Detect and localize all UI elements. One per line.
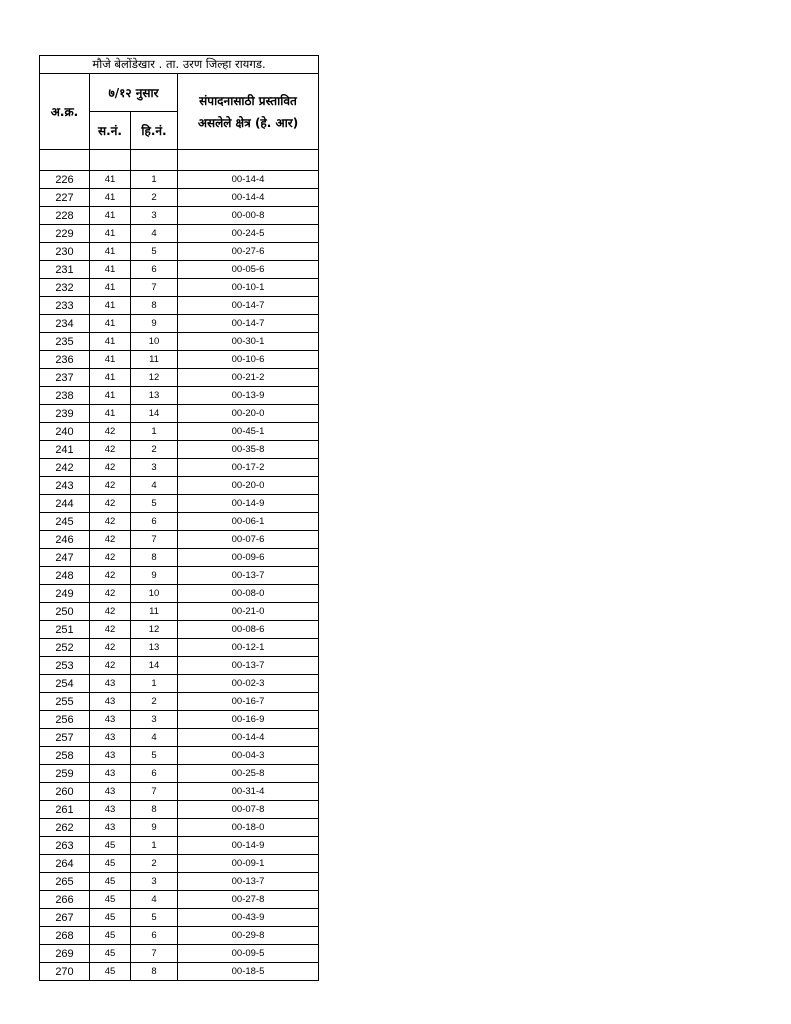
- survey-no-cell: 43: [90, 819, 131, 837]
- table-row: [40, 279, 319, 297]
- hissa-no-cell: 4: [131, 477, 178, 495]
- area-cell: 00-17-2: [178, 459, 319, 477]
- hissa-no-cell: 9: [131, 567, 178, 585]
- hissa-no-cell: 6: [131, 927, 178, 945]
- area-cell: 00-13-7: [178, 567, 319, 585]
- table-row: [40, 531, 319, 549]
- hissa-no-cell: 1: [131, 171, 178, 189]
- serial-cell: 256: [40, 711, 90, 729]
- serial-cell: 251: [40, 621, 90, 639]
- table-row: [40, 495, 319, 513]
- survey-no-cell: 41: [90, 225, 131, 243]
- table-row: [40, 423, 319, 441]
- table-row: [40, 189, 319, 207]
- serial-cell: 234: [40, 315, 90, 333]
- hissa-no-cell: 7: [131, 279, 178, 297]
- survey-no-cell: 41: [90, 189, 131, 207]
- table-row: [40, 441, 319, 459]
- hissa-no-cell: 12: [131, 621, 178, 639]
- survey-no-cell: 43: [90, 675, 131, 693]
- area-cell: 00-31-4: [178, 783, 319, 801]
- area-cell: 00-21-2: [178, 369, 319, 387]
- table-row: [40, 261, 319, 279]
- survey-no-cell: 41: [90, 333, 131, 351]
- hissa-no-cell: 6: [131, 765, 178, 783]
- table-row: [40, 621, 319, 639]
- hissa-no-cell: 8: [131, 297, 178, 315]
- hissa-no-cell: 8: [131, 549, 178, 567]
- hissa-no-cell: 10: [131, 585, 178, 603]
- serial-cell: 240: [40, 423, 90, 441]
- area-cell: 00-45-1: [178, 423, 319, 441]
- table-row: [40, 909, 319, 927]
- survey-no-cell: 41: [90, 279, 131, 297]
- area-cell: 00-14-4: [178, 729, 319, 747]
- area-cell: 00-14-7: [178, 315, 319, 333]
- survey-no-cell: 42: [90, 603, 131, 621]
- hissa-no-cell: 9: [131, 315, 178, 333]
- survey-no-cell: 42: [90, 441, 131, 459]
- serial-cell: 258: [40, 747, 90, 765]
- area-cell: 00-14-9: [178, 495, 319, 513]
- area-cell: 00-05-6: [178, 261, 319, 279]
- survey-no-cell: 42: [90, 513, 131, 531]
- serial-cell: 263: [40, 837, 90, 855]
- survey-no-cell: 41: [90, 171, 131, 189]
- hissa-no-cell: 8: [131, 963, 178, 981]
- area-cell: 00-09-6: [178, 549, 319, 567]
- survey-no-cell: 45: [90, 909, 131, 927]
- table-row: [40, 927, 319, 945]
- serial-cell: 227: [40, 189, 90, 207]
- serial-cell: 241: [40, 441, 90, 459]
- hissa-no-cell: 7: [131, 783, 178, 801]
- header-spacer-row: [40, 150, 319, 171]
- serial-cell: 242: [40, 459, 90, 477]
- table-row: [40, 603, 319, 621]
- header-area-line2: असलेले क्षेत्र (हे. आर): [197, 115, 299, 130]
- area-cell: 00-29-8: [178, 927, 319, 945]
- table-row: [40, 855, 319, 873]
- area-cell: 00-06-1: [178, 513, 319, 531]
- table-row: [40, 225, 319, 243]
- serial-cell: 250: [40, 603, 90, 621]
- area-cell: 00-14-7: [178, 297, 319, 315]
- hissa-no-cell: 4: [131, 225, 178, 243]
- serial-cell: 255: [40, 693, 90, 711]
- area-cell: 00-18-5: [178, 963, 319, 981]
- serial-cell: 268: [40, 927, 90, 945]
- hissa-no-cell: 12: [131, 369, 178, 387]
- header-712-group: ७/१२ नुसार: [90, 74, 178, 112]
- area-cell: 00-12-1: [178, 639, 319, 657]
- area-cell: 00-25-8: [178, 765, 319, 783]
- area-cell: 00-09-1: [178, 855, 319, 873]
- area-cell: 00-13-7: [178, 873, 319, 891]
- serial-cell: 253: [40, 657, 90, 675]
- hissa-no-cell: 5: [131, 495, 178, 513]
- area-cell: 00-35-8: [178, 441, 319, 459]
- survey-no-cell: 41: [90, 351, 131, 369]
- area-cell: 00-27-6: [178, 243, 319, 261]
- area-cell: 00-14-4: [178, 189, 319, 207]
- table-row: [40, 639, 319, 657]
- serial-cell: 229: [40, 225, 90, 243]
- hissa-no-cell: 1: [131, 837, 178, 855]
- table-row: [40, 477, 319, 495]
- table-row: [40, 459, 319, 477]
- hissa-no-cell: 3: [131, 711, 178, 729]
- hissa-no-cell: 2: [131, 855, 178, 873]
- table-row: [40, 567, 319, 585]
- serial-cell: 231: [40, 261, 90, 279]
- table-row: [40, 801, 319, 819]
- survey-no-cell: 42: [90, 531, 131, 549]
- table-row: [40, 387, 319, 405]
- area-cell: 00-16-7: [178, 693, 319, 711]
- hissa-no-cell: 1: [131, 675, 178, 693]
- survey-no-cell: 42: [90, 477, 131, 495]
- table-row: [40, 765, 319, 783]
- table-row: [40, 783, 319, 801]
- table-row: [40, 711, 319, 729]
- hissa-no-cell: 14: [131, 657, 178, 675]
- survey-no-cell: 45: [90, 945, 131, 963]
- survey-no-cell: 41: [90, 243, 131, 261]
- table-row: [40, 333, 319, 351]
- area-cell: 00-21-0: [178, 603, 319, 621]
- hissa-no-cell: 11: [131, 603, 178, 621]
- survey-no-cell: 43: [90, 711, 131, 729]
- survey-no-cell: 45: [90, 855, 131, 873]
- area-cell: 00-27-8: [178, 891, 319, 909]
- table-row: [40, 405, 319, 423]
- survey-no-cell: 42: [90, 639, 131, 657]
- serial-cell: 237: [40, 369, 90, 387]
- area-cell: 00-20-0: [178, 405, 319, 423]
- survey-no-cell: 43: [90, 693, 131, 711]
- area-cell: 00-13-7: [178, 657, 319, 675]
- table-row: [40, 873, 319, 891]
- hissa-no-cell: 4: [131, 729, 178, 747]
- hissa-no-cell: 11: [131, 351, 178, 369]
- header-proposed-area: [178, 74, 319, 150]
- table-row: [40, 693, 319, 711]
- serial-cell: 265: [40, 873, 90, 891]
- table-row: [40, 207, 319, 225]
- survey-no-cell: 42: [90, 549, 131, 567]
- serial-cell: 248: [40, 567, 90, 585]
- table-row: [40, 243, 319, 261]
- survey-no-cell: 42: [90, 585, 131, 603]
- table-row: [40, 945, 319, 963]
- survey-no-cell: 42: [90, 459, 131, 477]
- survey-no-cell: 41: [90, 369, 131, 387]
- survey-no-cell: 42: [90, 657, 131, 675]
- hissa-no-cell: 8: [131, 801, 178, 819]
- serial-cell: 230: [40, 243, 90, 261]
- serial-cell: 244: [40, 495, 90, 513]
- table-row: [40, 963, 319, 981]
- hissa-no-cell: 1: [131, 423, 178, 441]
- area-cell: 00-20-0: [178, 477, 319, 495]
- area-cell: 00-13-9: [178, 387, 319, 405]
- table-row: [40, 819, 319, 837]
- table-row: [40, 657, 319, 675]
- hissa-no-cell: 7: [131, 945, 178, 963]
- table-row: [40, 729, 319, 747]
- serial-cell: 232: [40, 279, 90, 297]
- table-row: [40, 837, 319, 855]
- serial-cell: 226: [40, 171, 90, 189]
- survey-no-cell: 43: [90, 765, 131, 783]
- header-area-line1: संपादनासाठी प्रस्तावित: [199, 93, 297, 108]
- serial-cell: 239: [40, 405, 90, 423]
- hissa-no-cell: 5: [131, 243, 178, 261]
- survey-no-cell: 42: [90, 495, 131, 513]
- hissa-no-cell: 7: [131, 531, 178, 549]
- serial-cell: 261: [40, 801, 90, 819]
- serial-cell: 235: [40, 333, 90, 351]
- serial-cell: 236: [40, 351, 90, 369]
- serial-cell: 260: [40, 783, 90, 801]
- table-row: [40, 351, 319, 369]
- survey-no-cell: 41: [90, 387, 131, 405]
- hissa-no-cell: 13: [131, 387, 178, 405]
- serial-cell: 259: [40, 765, 90, 783]
- survey-no-cell: 41: [90, 207, 131, 225]
- survey-no-cell: 41: [90, 261, 131, 279]
- hissa-no-cell: 5: [131, 747, 178, 765]
- survey-no-cell: 43: [90, 801, 131, 819]
- survey-no-cell: 45: [90, 891, 131, 909]
- table-row: [40, 513, 319, 531]
- serial-cell: 233: [40, 297, 90, 315]
- area-cell: 00-07-8: [178, 801, 319, 819]
- survey-no-cell: 41: [90, 405, 131, 423]
- survey-no-cell: 42: [90, 567, 131, 585]
- area-cell: 00-24-5: [178, 225, 319, 243]
- table-row: [40, 549, 319, 567]
- area-cell: 00-08-6: [178, 621, 319, 639]
- serial-cell: 252: [40, 639, 90, 657]
- table-row: [40, 747, 319, 765]
- serial-cell: 257: [40, 729, 90, 747]
- hissa-no-cell: 2: [131, 189, 178, 207]
- serial-cell: 262: [40, 819, 90, 837]
- survey-no-cell: 43: [90, 729, 131, 747]
- table-row: [40, 171, 319, 189]
- serial-cell: 243: [40, 477, 90, 495]
- header-survey-no: स.नं.: [90, 112, 131, 150]
- table-row: [40, 675, 319, 693]
- survey-no-cell: 43: [90, 747, 131, 765]
- hissa-no-cell: 6: [131, 261, 178, 279]
- area-cell: 00-08-0: [178, 585, 319, 603]
- area-cell: 00-09-5: [178, 945, 319, 963]
- area-cell: 00-14-4: [178, 171, 319, 189]
- hissa-no-cell: 2: [131, 693, 178, 711]
- area-cell: 00-00-8: [178, 207, 319, 225]
- hissa-no-cell: 13: [131, 639, 178, 657]
- survey-no-cell: 41: [90, 297, 131, 315]
- area-cell: 00-07-6: [178, 531, 319, 549]
- survey-no-cell: 42: [90, 423, 131, 441]
- area-cell: 00-10-6: [178, 351, 319, 369]
- survey-no-cell: 45: [90, 837, 131, 855]
- area-cell: 00-14-9: [178, 837, 319, 855]
- table-row: [40, 297, 319, 315]
- area-cell: 00-16-9: [178, 711, 319, 729]
- serial-cell: 266: [40, 891, 90, 909]
- serial-cell: 254: [40, 675, 90, 693]
- hissa-no-cell: 3: [131, 459, 178, 477]
- area-cell: 00-04-3: [178, 747, 319, 765]
- hissa-no-cell: 6: [131, 513, 178, 531]
- hissa-no-cell: 5: [131, 909, 178, 927]
- area-cell: 00-10-1: [178, 279, 319, 297]
- area-cell: 00-43-9: [178, 909, 319, 927]
- serial-cell: 245: [40, 513, 90, 531]
- serial-cell: 267: [40, 909, 90, 927]
- header-hissa-no: हि.नं.: [131, 112, 178, 150]
- table-body: [40, 171, 319, 981]
- table-row: [40, 891, 319, 909]
- table-row: [40, 585, 319, 603]
- survey-no-cell: 41: [90, 315, 131, 333]
- survey-no-cell: 43: [90, 783, 131, 801]
- serial-cell: 247: [40, 549, 90, 567]
- area-cell: 00-18-0: [178, 819, 319, 837]
- hissa-no-cell: 3: [131, 207, 178, 225]
- serial-cell: 264: [40, 855, 90, 873]
- serial-cell: 269: [40, 945, 90, 963]
- hissa-no-cell: 14: [131, 405, 178, 423]
- header-serial: अ.क्र.: [40, 74, 90, 150]
- survey-no-cell: 42: [90, 621, 131, 639]
- hissa-no-cell: 2: [131, 441, 178, 459]
- serial-cell: 238: [40, 387, 90, 405]
- serial-cell: 249: [40, 585, 90, 603]
- area-cell: 00-02-3: [178, 675, 319, 693]
- hissa-no-cell: 4: [131, 891, 178, 909]
- hissa-no-cell: 10: [131, 333, 178, 351]
- area-cell: 00-30-1: [178, 333, 319, 351]
- table-row: [40, 369, 319, 387]
- serial-cell: 246: [40, 531, 90, 549]
- sheet-title: मौजे बेलोंडेखार . ता. उरण जिल्हा रायगड.: [40, 56, 319, 74]
- survey-no-cell: 45: [90, 927, 131, 945]
- hissa-no-cell: 9: [131, 819, 178, 837]
- serial-cell: 228: [40, 207, 90, 225]
- land-table: [39, 55, 319, 981]
- table-row: [40, 315, 319, 333]
- hissa-no-cell: 3: [131, 873, 178, 891]
- land-acquisition-sheet: [39, 55, 318, 981]
- survey-no-cell: 45: [90, 873, 131, 891]
- survey-no-cell: 45: [90, 963, 131, 981]
- serial-cell: 270: [40, 963, 90, 981]
